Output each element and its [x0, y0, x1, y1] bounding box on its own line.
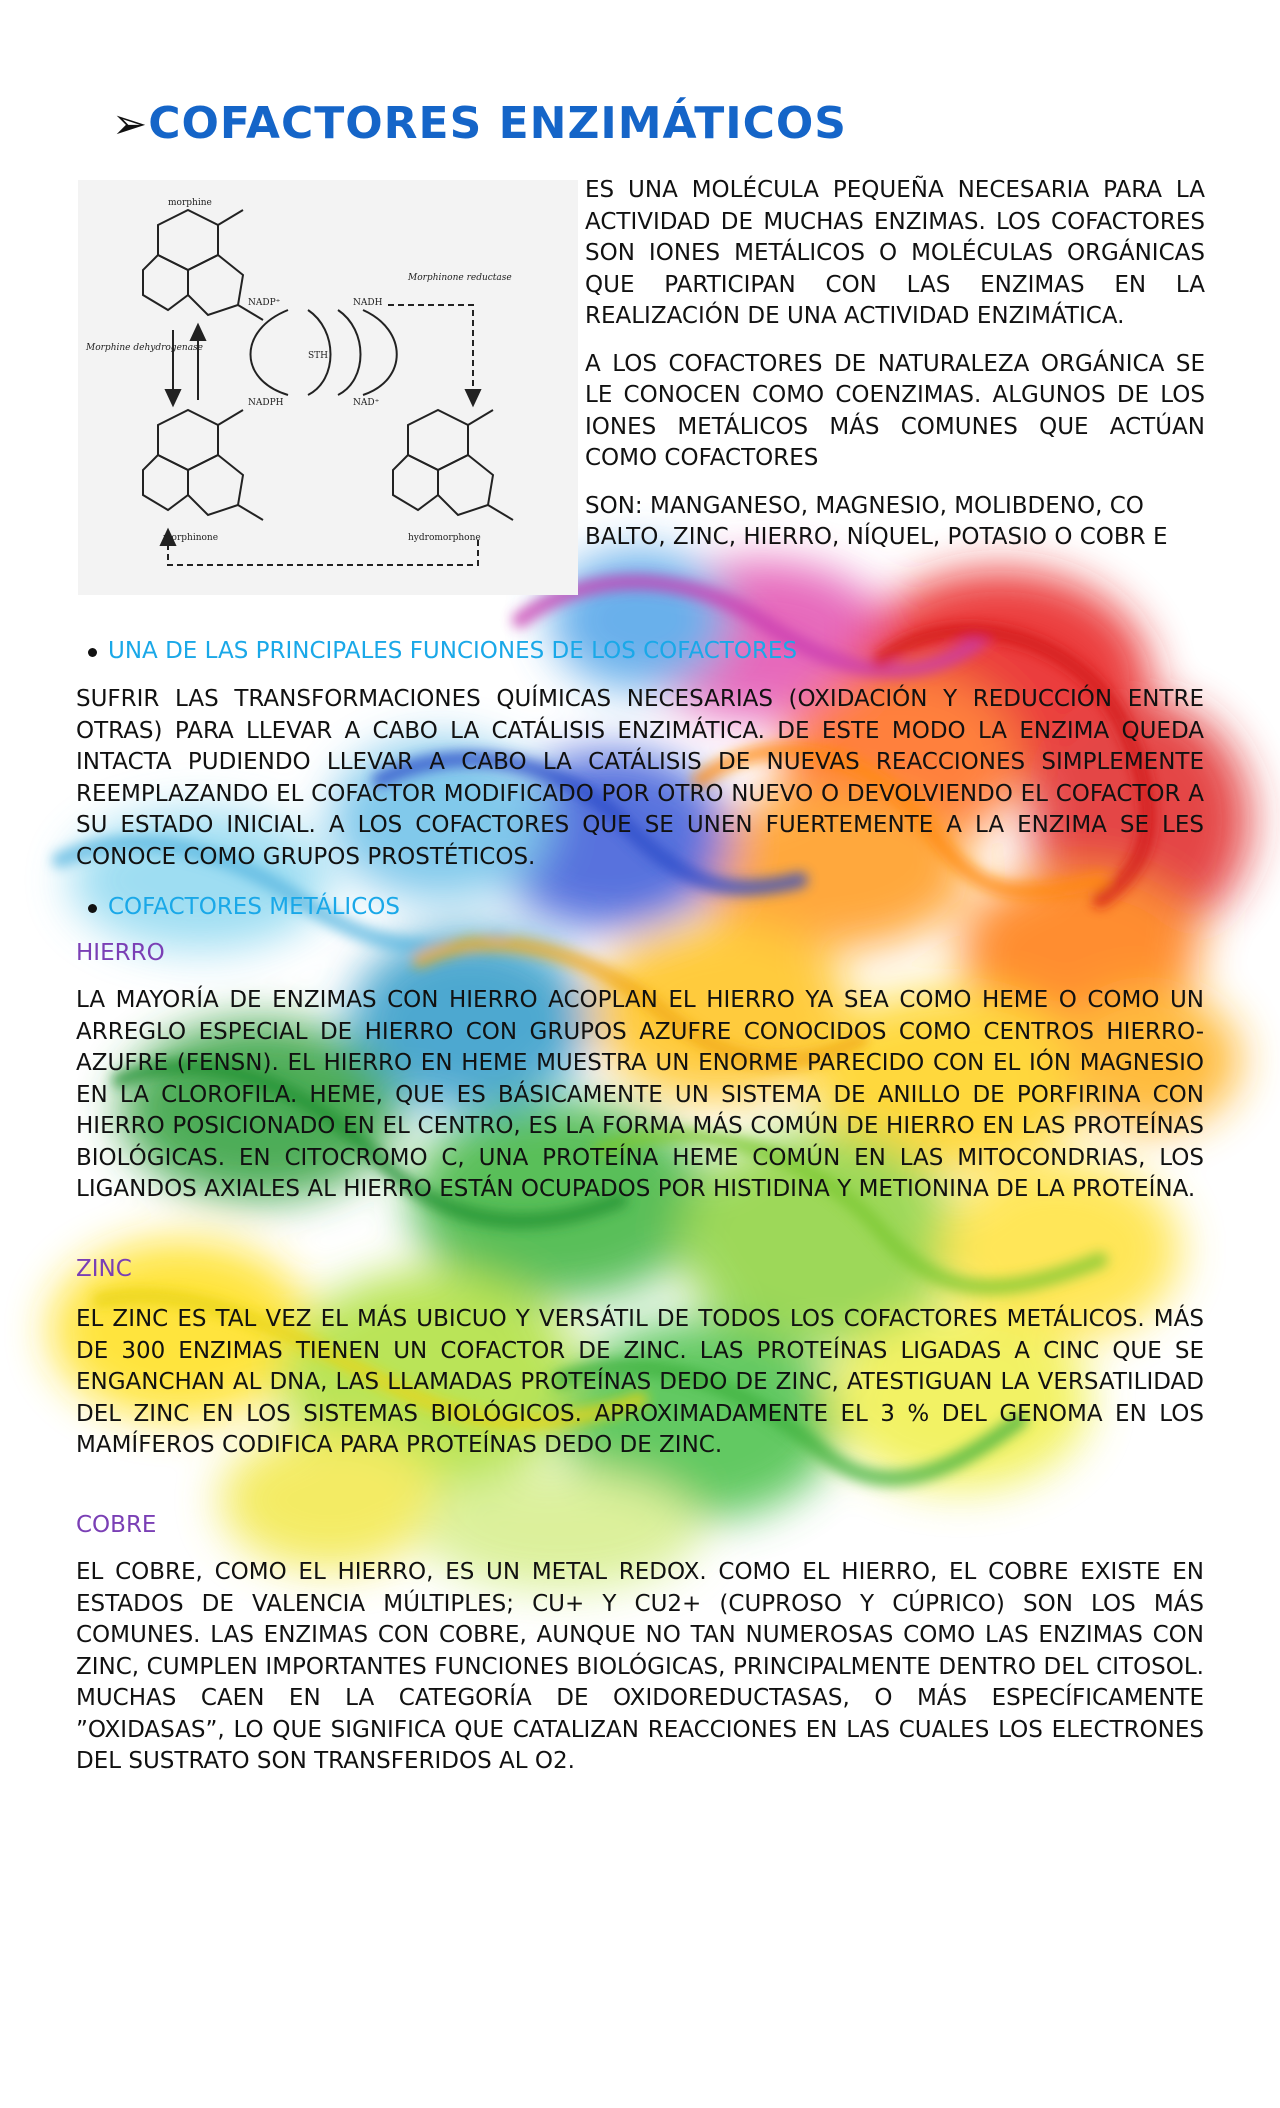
- intro-paragraph-1: ES UNA MOLÉCULA PEQUEÑA NECESARIA PARA LA ACTIVIDAD DE MUCHAS ENZIMAS. LOS COFACTORES SON IONES METÁLICOS O MOLÉCULAS ORGÁNICAS QUE PARTICIPAN CON LAS ENZIMAS EN LA REALIZACIÓN DE UNA ACTIVIDAD ENZIMÁTICA.: [585, 177, 1205, 329]
- intro-text: [585, 175, 1205, 570]
- bullet-dot-icon: [88, 904, 97, 913]
- diagram-label-reductase: Morphinone reductase: [408, 273, 512, 283]
- diagram-label-dehydrogenase: Morphine dehydrogenase: [86, 343, 203, 353]
- hierro-body: [76, 985, 1204, 1206]
- diagram-label-sth: STH: [308, 351, 329, 361]
- subheading-cobre: COBRE: [76, 1512, 157, 1538]
- functions-body: [76, 684, 1204, 873]
- bullet-dot-icon: [88, 648, 97, 657]
- morphine-reaction-diagram: [78, 180, 578, 595]
- functions-paragraph: SUFRIR LAS TRANSFORMACIONES QUÍMICAS NECESARIAS (OXIDACIÓN Y REDUCCIÓN ENTRE OTRAS) PARA LLEVAR A CABO LA CATÁLISIS ENZIMÁTICA. DE ESTE MODO LA ENZIMA QUEDA INTACTA PUDIENDO LLEVAR A CABO LA CATÁLISIS DE NUEVAS REACCIONES SIMPLEMENTE REEMPLAZANDO EL COFACTOR MODIFICADO POR OTRO NUEVO O DEVOLVIENDO EL COFACTOR A SU ESTADO INICIAL. A LOS COFACTORES QUE SE UNEN FUERTEMENTE A LA ENZIMA SE LES CONOCE COMO GRUPOS PROSTÉTICOS.: [76, 686, 1204, 870]
- zinc-body: [76, 1304, 1204, 1462]
- diagram-label-morphinone: morphinone: [163, 533, 219, 543]
- intro-paragraph-2: A LOS COFACTORES DE NATURALEZA ORGÁNICA SE LE CONOCEN COMO COENZIMAS. ALGUNOS DE LOS IONES METÁLICOS MÁS COMUNES QUE ACTÚAN COMO COFACTORES: [585, 350, 1205, 471]
- diagram-label-nad: NAD⁺: [353, 398, 380, 408]
- diagram-label-hydromorphone: hydromorphone: [408, 533, 481, 543]
- diagram-label-nadp: NADP⁺: [248, 298, 281, 308]
- intro-paragraph-3: SON: MANGANESO, MAGNESIO, MOLIBDENO, CO BALTO, ZINC, HIERRO, NÍQUEL, POTASIO O COBR E: [585, 492, 1168, 550]
- bullet-label: UNA DE LAS PRINCIPALES FUNCIONES DE LOS COFACTORES: [108, 638, 798, 664]
- zinc-paragraph: EL ZINC ES TAL VEZ EL MÁS UBICUO Y VERSÁTIL DE TODOS LOS COFACTORES METÁLICOS. MÁS DE 300 ENZIMAS TIENEN UN COFACTOR DE ZINC. LAS PROTEÍNAS LIGADAS A CINC QUE SE ENGANCHAN AL DNA, LAS LLAMADAS PROTEÍNAS DEDO DE ZINC, ATESTIGUAN LA VERSATILIDAD DEL ZINC EN LOS SISTEMAS BIOLÓGICOS. APROXIMADAMENTE EL 3 % DEL GENOMA EN LOS MAMÍFEROS CODIFICA PARA PROTEÍNAS DEDO DE ZINC.: [76, 1306, 1204, 1458]
- bullet-principal-functions: [108, 636, 797, 667]
- bullet-label: COFACTORES METÁLICOS: [108, 894, 400, 920]
- subheading-hierro: HIERRO: [76, 940, 165, 966]
- subheading-zinc: ZINC: [76, 1256, 132, 1282]
- diagram-label-nadh: NADH: [353, 298, 383, 308]
- bullet-metallic-cofactors: [108, 892, 400, 923]
- diagram-label-morphine: morphine: [168, 198, 212, 208]
- page-title: [112, 98, 847, 149]
- cobre-paragraph: EL COBRE, COMO EL HIERRO, ES UN METAL REDOX. COMO EL HIERRO, EL COBRE EXISTE EN ESTADOS DE VALENCIA MÚLTIPLES; CU+ Y CU2+ (CUPROSO Y CÚPRICO) SON LOS MÁS COMUNES. LAS ENZIMAS CON COBRE, AUNQUE NO TAN NUMEROSAS COMO LAS ENZIMAS CON ZINC, CUMPLEN IMPORTANTES FUNCIONES BIOLÓGICAS, PRINCIPALMENTE DENTRO DEL CITOSOL. MUCHAS CAEN EN LA CATEGORÍA DE OXIDOREDUCTASAS, O MÁS ESPECÍFICAMENTE ”OXIDASAS”, LO QUE SIGNIFICA QUE CATALIZAN REACCIONES EN LAS CUALES LOS ELECTRONES DEL SUSTRATO SON TRANSFERIDOS AL O2.: [76, 1559, 1204, 1774]
- cobre-body: [76, 1557, 1204, 1778]
- hierro-paragraph: LA MAYORÍA DE ENZIMAS CON HIERRO ACOPLAN EL HIERRO YA SEA COMO HEME O COMO UN ARREGLO ESPECIAL DE HIERRO CON GRUPOS AZUFRE CONOCIDOS COMO CENTROS HIERRO-AZUFRE (FENSN). EL HIERRO EN HEME MUESTRA UN ENORME PARECIDO CON EL IÓN MAGNESIO EN LA CLOROFILA. HEME, QUE ES BÁSICAMENTE UN SISTEMA DE ANILLO DE PORFIRINA CON HIERRO POSICIONADO EN EL CENTRO, ES LA FORMA MÁS COMÚN DE HIERRO EN LAS PROTEÍNAS BIOLÓGICAS. EN CITOCROMO C, UNA PROTEÍNA HEME COMÚN EN LAS MITOCONDRIAS, LOS LIGANDOS AXIALES AL HIERRO ESTÁN OCUPADOS POR HISTIDINA Y METIONINA DE LA PROTEÍNA.: [76, 987, 1204, 1202]
- arrow-bullet-icon: ➢: [112, 99, 149, 148]
- title-text: COFACTORES ENZIMÁTICOS: [148, 98, 847, 149]
- diagram-label-nadph: NADPH: [248, 398, 284, 408]
